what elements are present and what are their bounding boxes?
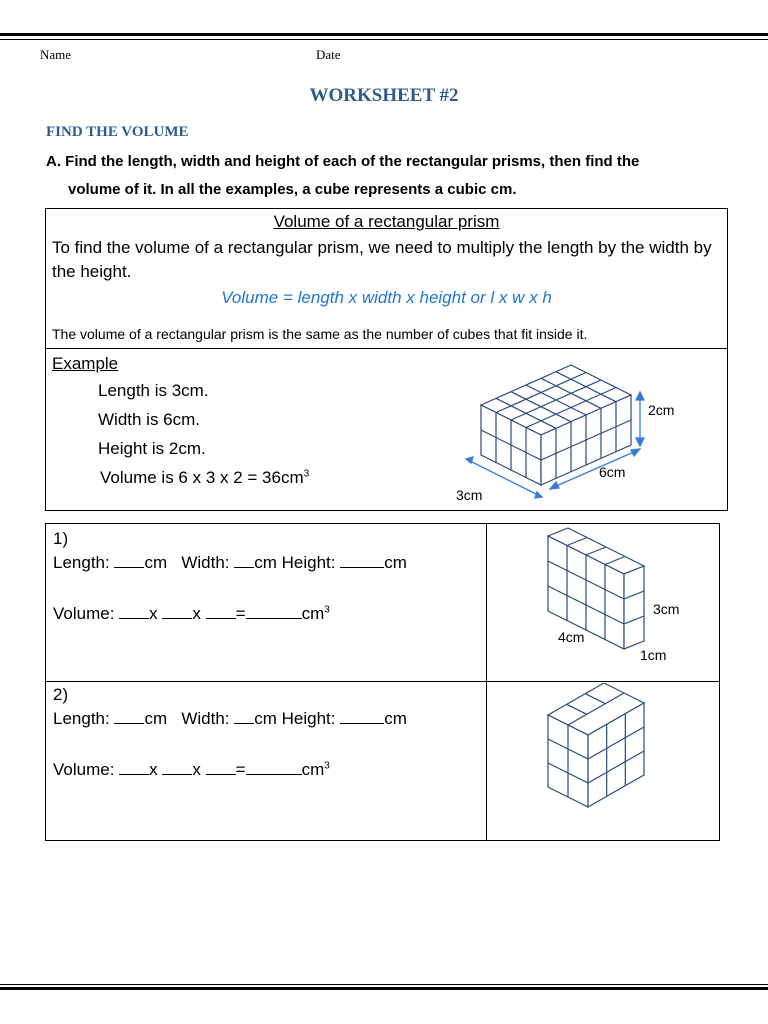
info-box-title: Volume of a rectangular prism [273,212,500,231]
example-height: Height is 2cm. [98,439,206,458]
question-2-volume [53,760,330,780]
q1-width-unit: cm [254,553,277,572]
q1-equals: = [235,604,246,623]
question-2-dimensions [53,709,407,729]
example-width: Width is 6cm. [98,410,201,429]
example-box [45,348,728,511]
info-box-note: The volume of a rectangular prism is the same as the number of cubes that fit inside it. [52,326,588,342]
q1-length-blank[interactable] [114,553,144,568]
question-2-prism-cubes [548,683,644,807]
q2-length-label: Length: [53,709,110,728]
q1-volume-blank-1[interactable] [119,604,149,619]
q1-volume-label: Volume: [53,604,115,623]
q1-height-label: Height: [281,553,336,572]
q2-times-1: x [149,760,158,779]
q1-width-label: Width: [181,553,230,572]
q2-volume-blank-3[interactable] [206,760,236,775]
q2-volume-unit: cm [301,760,325,779]
q1-times-2: x [192,604,201,623]
q1-dim-width: 1cm [640,647,667,663]
q2-length-blank[interactable] [114,709,144,724]
question-1-prism-figure [488,526,718,676]
q2-equals: = [235,760,246,779]
q2-volume-blank-2[interactable] [162,760,192,775]
top-rule-thin [0,39,768,40]
q1-dim-height: 3cm [653,601,680,617]
q2-volume-blank-1[interactable] [119,760,149,775]
column-divider [486,524,487,840]
q2-height-blank[interactable] [340,709,384,724]
example-length: Length is 3cm. [98,381,209,400]
top-rule-thick [0,33,768,36]
date-label: Date [316,47,341,62]
section-title: FIND THE VOLUME [46,124,189,140]
q1-length-label: Length: [53,553,110,572]
q1-volume-exp: 3 [324,604,330,616]
instructions-line-1: A. Find the length, width and height of each of the rectangular prisms, then find the [46,153,640,170]
example-volume [100,468,309,488]
q2-height-label: Height: [281,709,336,728]
example-volume-text: Volume is 6 x 3 x 2 = 36cm [100,468,304,487]
q1-dim-length: 4cm [558,629,585,645]
volume-formula: Volume = length x width x height or l x w x h [221,288,552,307]
instructions-line-2: volume of it. In all the examples, a cube represents a cubic cm. [68,181,517,198]
question-table [45,523,720,841]
q2-height-unit: cm [384,709,407,728]
question-2-number: 2) [53,685,69,704]
example-dim-height: 2cm [648,402,675,418]
question-1-volume [53,604,330,624]
q1-volume-blank-2[interactable] [162,604,192,619]
question-1 [46,524,486,681]
example-dim-length: 6cm [599,464,626,480]
question-1-number: 1) [53,529,69,548]
q2-volume-answer-blank[interactable] [246,760,302,775]
q1-height-blank[interactable] [340,553,384,568]
example-dim-width: 3cm [456,487,483,503]
q2-times-2: x [192,760,201,779]
info-box-text: To find the volume of a rectangular prism, we need to multiply the length by the width by the height. [52,238,712,281]
q2-length-unit: cm [144,709,168,728]
q2-volume-label: Volume: [53,760,115,779]
q1-length-unit: cm [144,553,168,572]
example-volume-exp: 3 [303,468,310,480]
info-box [45,208,728,349]
question-2 [46,682,486,840]
example-title: Example [52,354,119,373]
q1-width-blank[interactable] [234,553,254,568]
worksheet-title: WORKSHEET #2 [309,85,459,106]
q1-height-unit: cm [384,553,407,572]
q1-times-1: x [149,604,158,623]
name-label: Name [40,47,72,62]
q2-volume-exp: 3 [324,760,330,772]
question-1-dimensions [53,553,407,573]
q1-volume-blank-3[interactable] [206,604,236,619]
example-prism-figure [446,357,706,507]
q2-width-unit: cm [254,709,277,728]
bottom-rule-thick [0,987,768,990]
instructions [46,148,736,204]
q2-width-label: Width: [181,709,230,728]
q1-volume-unit: cm [301,604,325,623]
question-2-prism-figure [488,683,718,838]
bottom-rule-thin [0,984,768,985]
q1-volume-answer-blank[interactable] [246,604,302,619]
q2-width-blank[interactable] [234,709,254,724]
